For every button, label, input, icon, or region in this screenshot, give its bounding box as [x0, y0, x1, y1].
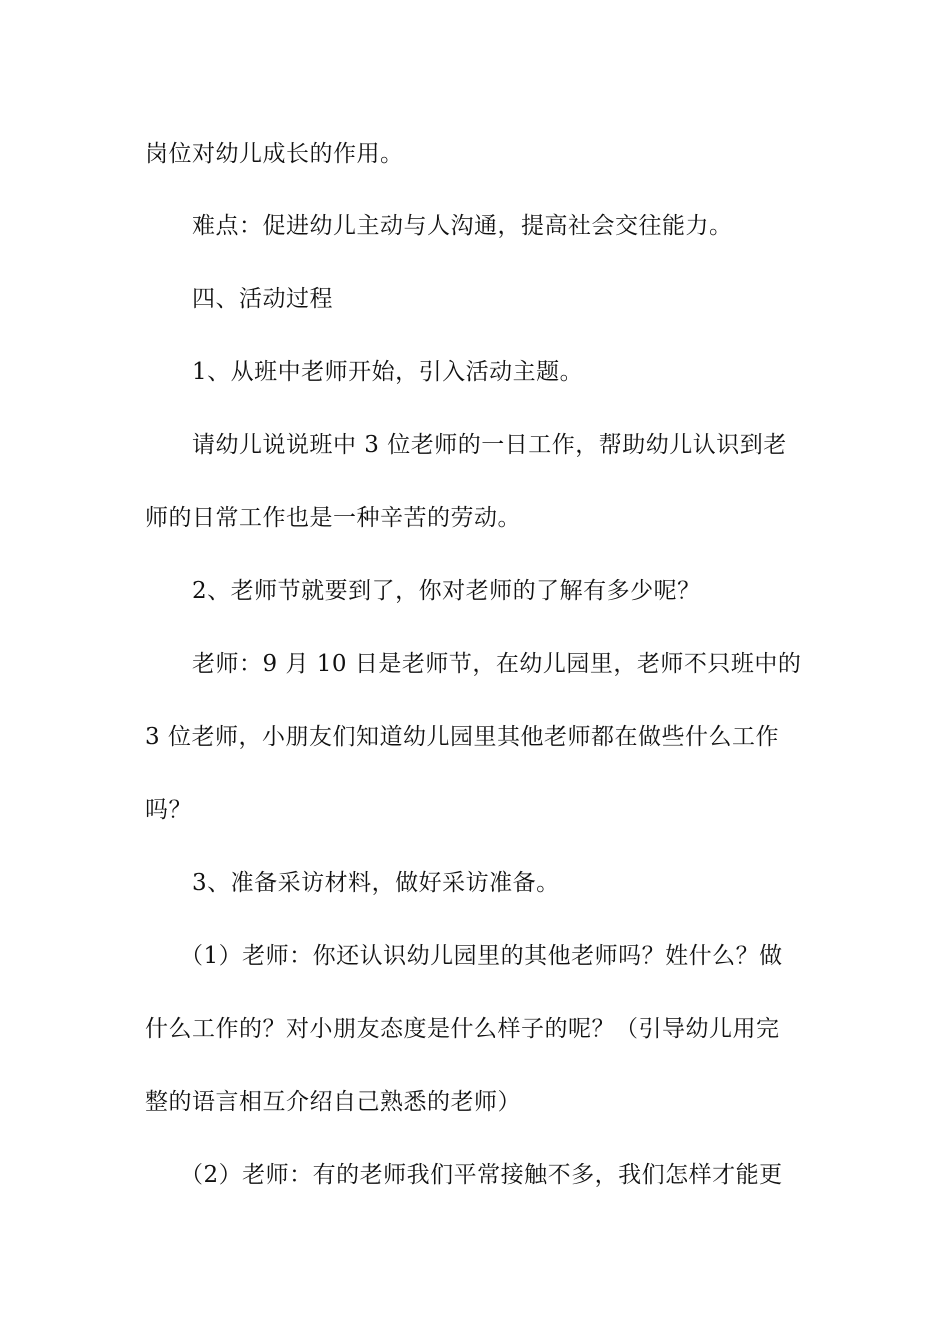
paragraph-line: 难点：促进幼儿主动与人沟通，提高社会交往能力。 [192, 213, 733, 239]
paragraph-line: 老师：9 月 10 日是老师节，在幼儿园里，老师不只班中的 [192, 651, 802, 677]
paragraph-line: 2、老师节就要到了，你对老师的了解有多少呢？ [192, 578, 701, 604]
paragraph-line: 请幼儿说说班中 3 位老师的一日工作，帮助幼儿认识到老 [192, 432, 787, 458]
paragraph-line: 什么工作的？对小朋友态度是什么样子的呢？（引导幼儿用完 [145, 1016, 780, 1042]
paragraph-line: 吗？ [145, 797, 192, 823]
paragraph-line: 1、从班中老师开始，引入活动主题。 [192, 359, 584, 385]
paragraph-line: 3 位老师，小朋友们知道幼儿园里其他老师都在做些什么工作 [145, 724, 779, 750]
paragraph-line: （2）老师：有的老师我们平常接触不多，我们怎样才能更 [180, 1162, 783, 1188]
section-heading: 四、活动过程 [192, 286, 333, 312]
paragraph-line: 师的日常工作也是一种辛苦的劳动。 [145, 505, 521, 531]
paragraph-line: 整的语言相互介绍自己熟悉的老师） [145, 1089, 521, 1115]
paragraph-line: 3、准备采访材料，做好采访准备。 [192, 870, 560, 896]
paragraph-line: 岗位对幼儿成长的作用。 [145, 141, 404, 167]
paragraph-line: （1）老师：你还认识幼儿园里的其他老师吗？姓什么？做 [180, 943, 783, 969]
